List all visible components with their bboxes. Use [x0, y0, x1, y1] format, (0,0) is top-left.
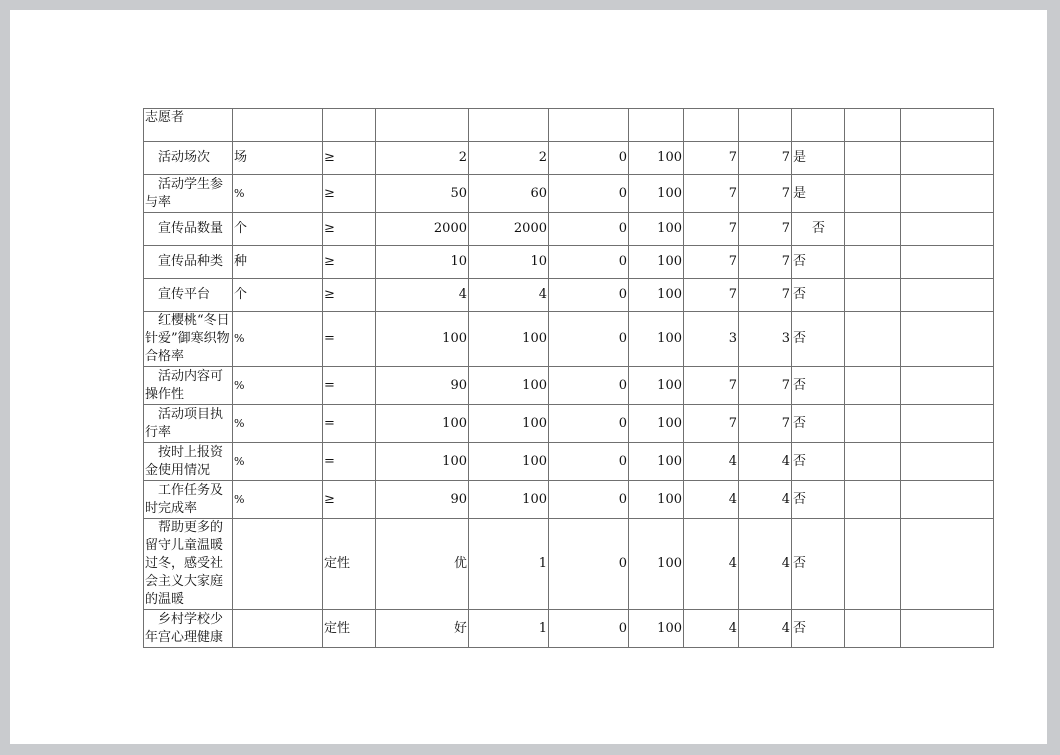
actual-value: 60	[469, 175, 549, 213]
table-row	[144, 109, 994, 142]
table-row	[144, 405, 994, 443]
empty-cell	[901, 610, 994, 648]
value-cell	[739, 109, 792, 142]
target-value: 2	[376, 142, 469, 175]
actual-value: 100	[469, 405, 549, 443]
value-cell: 3	[684, 312, 739, 367]
table-row	[144, 279, 994, 312]
empty-cell	[845, 246, 901, 279]
value-cell: 100	[629, 175, 684, 213]
unit-cell: 场	[233, 142, 323, 175]
empty-cell	[901, 109, 994, 142]
table-row	[144, 175, 994, 213]
table-row	[144, 246, 994, 279]
value-cell: 100	[629, 367, 684, 405]
value-cell: 0	[549, 610, 629, 648]
indicator-name: 按时上报资金使用情况	[144, 443, 233, 481]
flag-cell: 否	[792, 481, 845, 519]
unit-cell: 个	[233, 213, 323, 246]
operator-cell: ≥	[323, 246, 376, 279]
unit-cell: %	[233, 443, 323, 481]
unit-cell: 个	[233, 279, 323, 312]
indicator-name: 宣传品种类	[144, 246, 233, 279]
flag-cell: 是	[792, 175, 845, 213]
actual-value: 10	[469, 246, 549, 279]
empty-cell	[901, 246, 994, 279]
unit-cell: 种	[233, 246, 323, 279]
flag-cell	[792, 109, 845, 142]
table-row	[144, 519, 994, 610]
value-cell: 100	[629, 443, 684, 481]
value-cell: 0	[549, 279, 629, 312]
unit-cell: %	[233, 175, 323, 213]
actual-value: 100	[469, 367, 549, 405]
target-value: 50	[376, 175, 469, 213]
unit-cell: %	[233, 367, 323, 405]
flag-cell: 是	[792, 142, 845, 175]
value-cell: 0	[549, 246, 629, 279]
target-value: 100	[376, 312, 469, 367]
flag-cell: 否	[792, 405, 845, 443]
target-value: 2000	[376, 213, 469, 246]
target-value: 100	[376, 443, 469, 481]
operator-cell: ≥	[323, 142, 376, 175]
table-row	[144, 367, 994, 405]
empty-cell	[901, 142, 994, 175]
value-cell: 100	[629, 142, 684, 175]
operator-cell: ≥	[323, 481, 376, 519]
value-cell: 4	[739, 481, 792, 519]
operator-cell	[323, 109, 376, 142]
value-cell: 100	[629, 246, 684, 279]
table-row	[144, 142, 994, 175]
indicator-name: 宣传品数量	[144, 213, 233, 246]
empty-cell	[901, 213, 994, 246]
empty-cell	[845, 312, 901, 367]
operator-cell: ≥	[323, 279, 376, 312]
value-cell: 100	[629, 481, 684, 519]
table-row	[144, 213, 994, 246]
target-value: 10	[376, 246, 469, 279]
value-cell: 7	[684, 405, 739, 443]
operator-cell: 定性	[323, 519, 376, 610]
value-cell: 100	[629, 312, 684, 367]
value-cell: 7	[684, 175, 739, 213]
value-cell: 7	[684, 367, 739, 405]
actual-value: 100	[469, 312, 549, 367]
operator-cell: =	[323, 312, 376, 367]
unit-cell	[233, 519, 323, 610]
table-row	[144, 443, 994, 481]
empty-cell	[901, 481, 994, 519]
value-cell: 0	[549, 312, 629, 367]
value-cell: 4	[684, 519, 739, 610]
indicator-name: 红樱桃“冬日针爱”御寒织物合格率	[144, 312, 233, 367]
empty-cell	[845, 109, 901, 142]
value-cell: 4	[684, 610, 739, 648]
value-cell: 7	[684, 279, 739, 312]
value-cell: 7	[739, 405, 792, 443]
value-cell: 0	[549, 175, 629, 213]
flag-cell: 否	[792, 443, 845, 481]
target-value: 4	[376, 279, 469, 312]
value-cell: 4	[684, 481, 739, 519]
operator-cell: 定性	[323, 610, 376, 648]
actual-value: 2	[469, 142, 549, 175]
value-cell: 0	[549, 519, 629, 610]
indicator-name: 活动场次	[144, 142, 233, 175]
value-cell: 100	[629, 519, 684, 610]
empty-cell	[901, 443, 994, 481]
target-value: 好	[376, 610, 469, 648]
value-cell: 7	[684, 142, 739, 175]
empty-cell	[845, 405, 901, 443]
value-cell: 3	[739, 312, 792, 367]
value-cell: 7	[739, 246, 792, 279]
empty-cell	[901, 367, 994, 405]
target-value: 优	[376, 519, 469, 610]
actual-value: 100	[469, 481, 549, 519]
value-cell: 4	[684, 443, 739, 481]
value-cell: 100	[629, 279, 684, 312]
indicator-name: 活动内容可操作性	[144, 367, 233, 405]
empty-cell	[845, 142, 901, 175]
flag-cell: 否	[792, 246, 845, 279]
value-cell: 4	[739, 610, 792, 648]
unit-cell	[233, 610, 323, 648]
empty-cell	[901, 175, 994, 213]
performance-indicator-table	[143, 108, 994, 648]
flag-cell: 否	[792, 312, 845, 367]
target-value: 90	[376, 481, 469, 519]
value-cell: 0	[549, 481, 629, 519]
indicator-name: 工作任务及时完成率	[144, 481, 233, 519]
indicator-name: 帮助更多的留守儿童温暖过冬，感受社会主义大家庭的温暖	[144, 519, 233, 610]
empty-cell	[901, 279, 994, 312]
operator-cell: ≥	[323, 175, 376, 213]
value-cell: 0	[549, 213, 629, 246]
value-cell: 7	[684, 213, 739, 246]
target-value: 90	[376, 367, 469, 405]
table-row	[144, 481, 994, 519]
empty-cell	[845, 519, 901, 610]
value-cell	[549, 109, 629, 142]
empty-cell	[845, 481, 901, 519]
value-cell: 100	[629, 213, 684, 246]
actual-value: 4	[469, 279, 549, 312]
value-cell: 4	[739, 443, 792, 481]
value-cell: 7	[739, 367, 792, 405]
value-cell	[684, 109, 739, 142]
operator-cell: =	[323, 405, 376, 443]
target-value: 100	[376, 405, 469, 443]
indicator-name: 乡村学校少年宫心理健康	[144, 610, 233, 648]
table-row	[144, 312, 994, 367]
indicator-name: 宣传平台	[144, 279, 233, 312]
operator-cell: =	[323, 367, 376, 405]
value-cell: 7	[739, 142, 792, 175]
empty-cell	[845, 279, 901, 312]
unit-cell: %	[233, 481, 323, 519]
indicator-name: 活动学生参与率	[144, 175, 233, 213]
value-cell: 100	[629, 405, 684, 443]
value-cell: 7	[739, 279, 792, 312]
table-row	[144, 610, 994, 648]
indicator-name: 活动项目执行率	[144, 405, 233, 443]
value-cell: 0	[549, 405, 629, 443]
indicator-name: 志愿者	[144, 109, 233, 142]
unit-cell	[233, 109, 323, 142]
flag-cell: 否	[792, 610, 845, 648]
flag-cell: 否	[792, 279, 845, 312]
value-cell: 7	[739, 175, 792, 213]
operator-cell: ≥	[323, 213, 376, 246]
value-cell: 100	[629, 610, 684, 648]
flag-cell: 否	[792, 367, 845, 405]
operator-cell: =	[323, 443, 376, 481]
empty-cell	[901, 312, 994, 367]
empty-cell	[901, 405, 994, 443]
actual-value: 1	[469, 519, 549, 610]
value-cell	[629, 109, 684, 142]
empty-cell	[845, 367, 901, 405]
value-cell: 7	[684, 246, 739, 279]
target-value	[376, 109, 469, 142]
empty-cell	[845, 175, 901, 213]
flag-cell: 否	[792, 213, 845, 246]
actual-value: 100	[469, 443, 549, 481]
actual-value: 1	[469, 610, 549, 648]
value-cell: 7	[739, 213, 792, 246]
value-cell: 4	[739, 519, 792, 610]
empty-cell	[845, 443, 901, 481]
actual-value	[469, 109, 549, 142]
flag-cell: 否	[792, 519, 845, 610]
value-cell: 0	[549, 367, 629, 405]
document-page	[10, 10, 1047, 744]
actual-value: 2000	[469, 213, 549, 246]
value-cell: 0	[549, 443, 629, 481]
empty-cell	[845, 213, 901, 246]
unit-cell: %	[233, 312, 323, 367]
empty-cell	[845, 610, 901, 648]
value-cell: 0	[549, 142, 629, 175]
empty-cell	[901, 519, 994, 610]
unit-cell: %	[233, 405, 323, 443]
